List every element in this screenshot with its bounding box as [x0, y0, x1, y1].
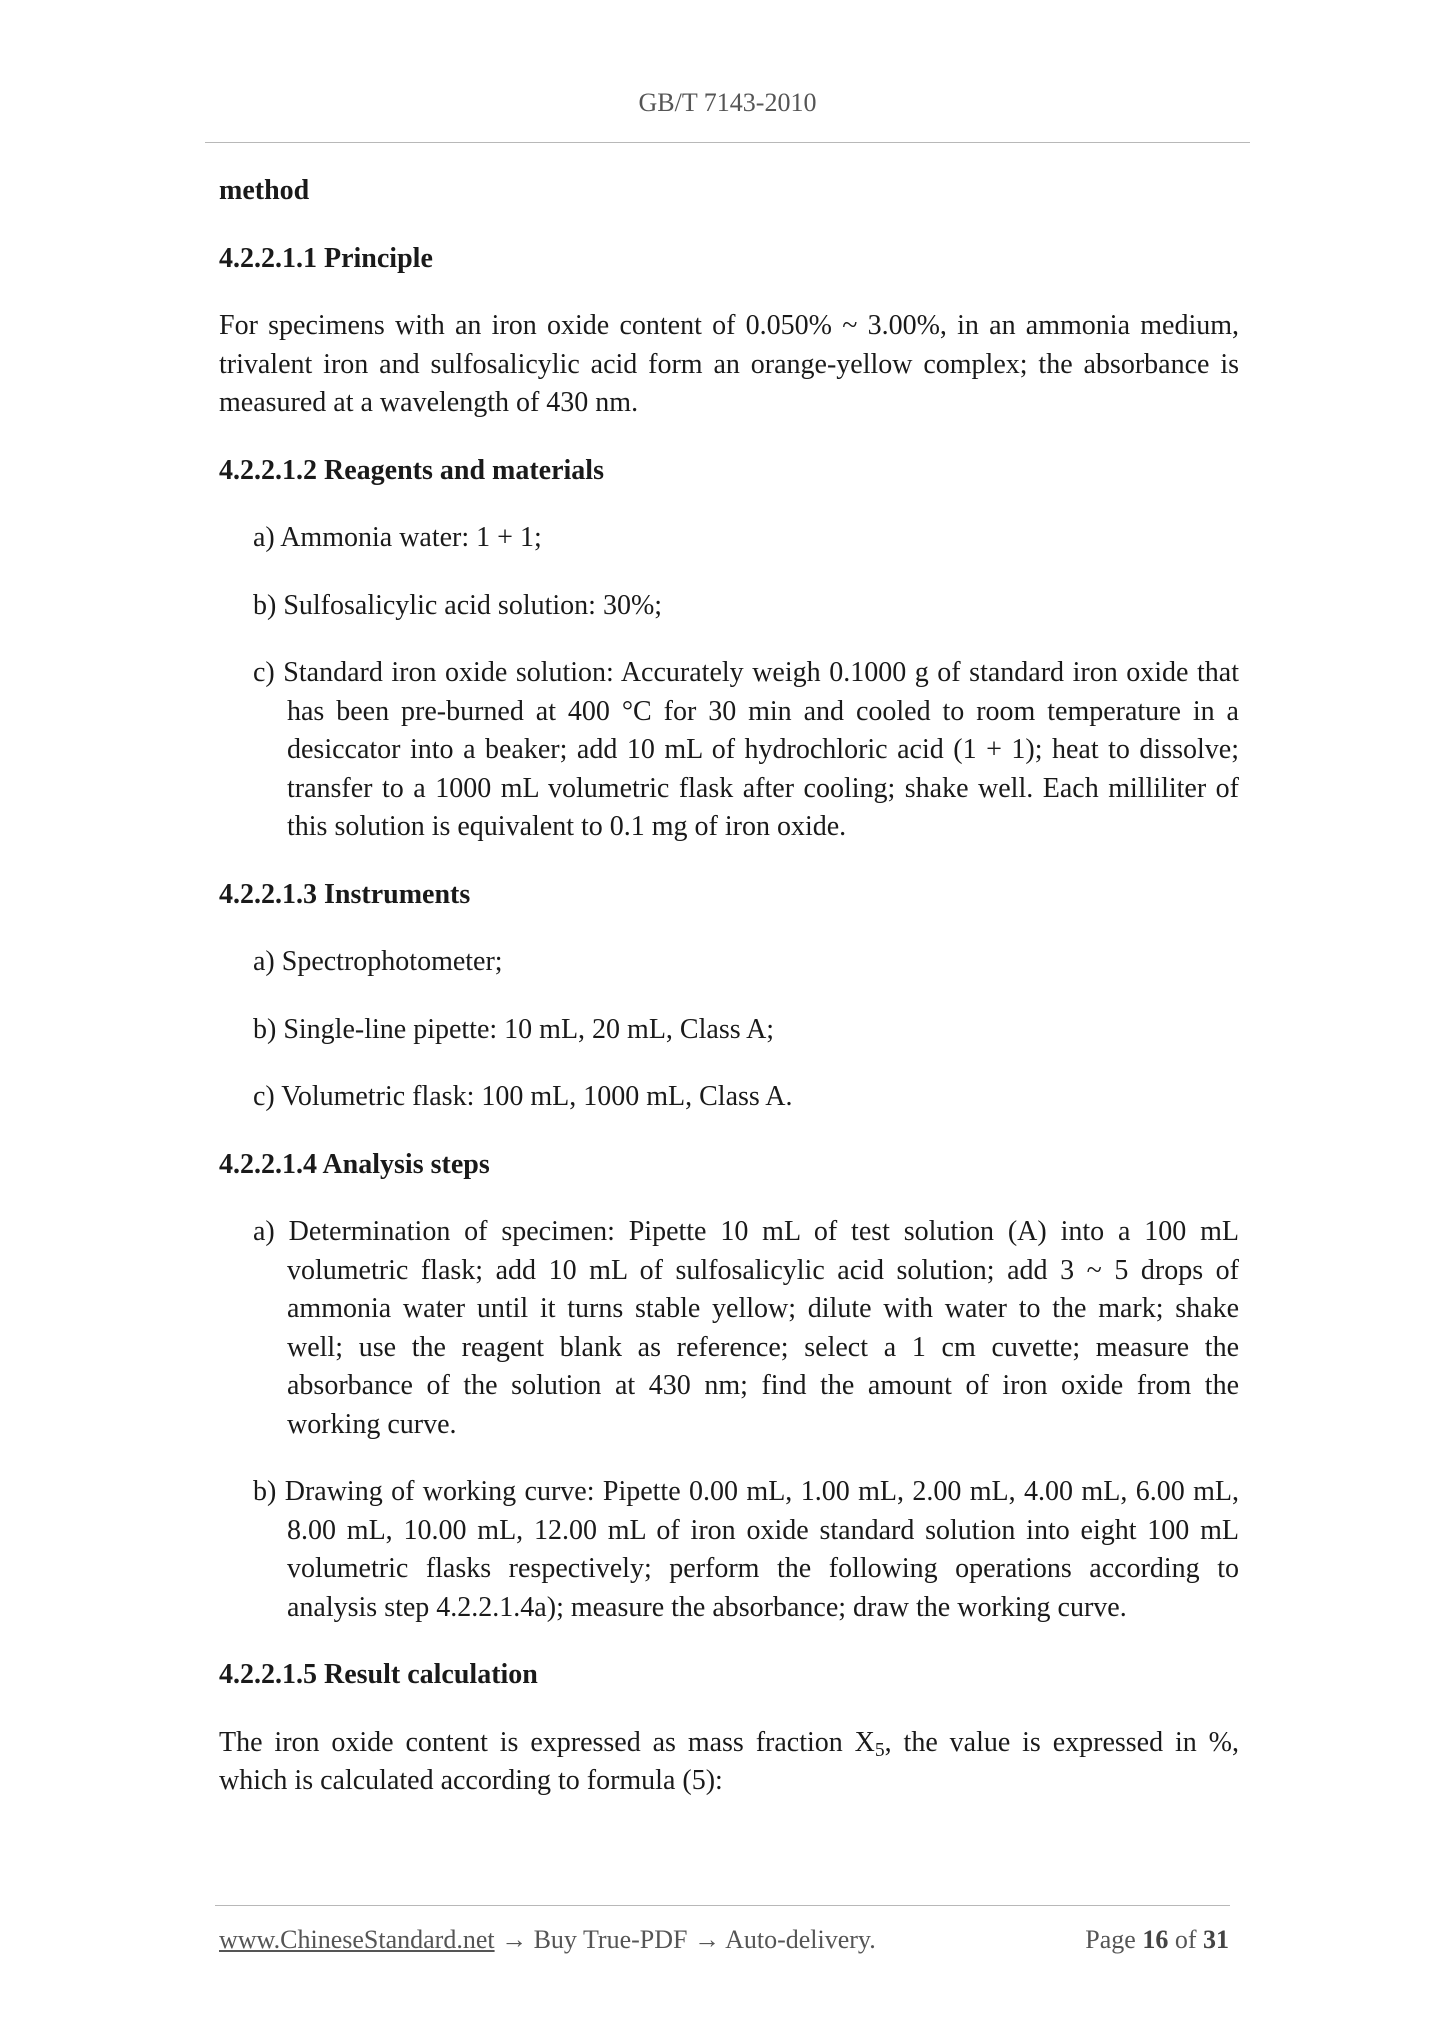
analysis-step-b: b) Drawing of working curve: Pipette 0.00 mL, 1.00 mL, 2.00 mL, 4.00 mL, 6.00 mL, 8.00 mL, 10.00 mL, 12.00 mL of iron oxide standard solution into eight 100 mL volumetric flasks respectively; perform the following operations according to analysis step 4.2.2.1.4a); measure the absorbance; draw the working curve.	[253, 1476, 1239, 1623]
section-result-title: 4.2.2.1.5 Result calculation	[219, 1659, 538, 1690]
section-analysis-title: 4.2.2.1.4 Analysis steps	[219, 1148, 490, 1180]
website-link[interactable]: www.ChineseStandard.net	[219, 1925, 495, 1954]
instrument-item-a: a) Spectrophotometer;	[253, 946, 503, 977]
auto-delivery-text: Auto-delivery.	[725, 1925, 876, 1954]
page-label: Page	[1085, 1925, 1136, 1954]
instrument-item-c: c) Volumetric flask: 100 mL, 1000 mL, Class A.	[253, 1081, 793, 1112]
result-subscript: 5	[874, 1739, 885, 1761]
result-text-start: The iron oxide content is expressed as mass fraction X	[219, 1726, 875, 1758]
method-heading: method	[219, 175, 310, 206]
arrow-right-icon: →	[501, 1925, 528, 1954]
buy-pdf-text: Buy True-PDF	[533, 1925, 688, 1954]
page-number: 16	[1142, 1925, 1169, 1954]
reagent-item-c: c) Standard iron oxide solution: Accurately weigh 0.1000 g of standard iron oxide that has been pre-burned at 400 °C for 30 min and cooled to room temperature in a desiccator into a beaker; add 10 mL of hydrochloric acid (1 + 1); heat to dissolve; transfer to a 1000 mL volumetric flask after cooling; shake well. Each milliliter of this solution is equivalent to 0.1 mg of iron oxide.	[253, 657, 1239, 842]
principle-paragraph: For specimens with an iron oxide content of 0.050% ~ 3.00%, in an ammonia medium, trivalent iron and sulfosalicylic acid form an orange-yellow complex; the absorbance is measured at a wavelength of 430 nm.	[219, 310, 1239, 418]
section-instruments-title: 4.2.2.1.3 Instruments	[219, 878, 471, 910]
analysis-step-a: a) Determination of specimen: Pipette 10 mL of test solution (A) into a 100 mL volumetric flask; add 10 mL of sulfosalicylic acid solution; add 3 ~ 5 drops of ammonia water until it turns stable yellow; dilute with water to the mark; shake well; use the reagent blank as reference; select a 1 cm cuvette; measure the absorbance of the solution at 430 nm; find the amount of iron oxide from the working curve.	[253, 1216, 1239, 1440]
footer-promo	[219, 1925, 876, 1955]
standard-number: GB/T 7143-2010	[638, 88, 817, 117]
reagent-item-a: a) Ammonia water: 1 + 1;	[253, 522, 542, 553]
total-pages: 31	[1203, 1925, 1229, 1954]
result-paragraph	[219, 1724, 1239, 1801]
document-header	[205, 88, 1250, 118]
result-text-end: , the value is expressed in %, which is calculated according to formula (5):	[219, 1726, 1239, 1796]
reagent-item-b: b) Sulfosalicylic acid solution: 30%;	[253, 589, 663, 621]
instrument-item-b: b) Single-line pipette: 10 mL, 20 mL, Class A;	[253, 1013, 775, 1045]
of-label: of	[1174, 1925, 1197, 1954]
page-indicator	[1085, 1925, 1229, 1955]
document-body	[219, 172, 1239, 1830]
section-principle-title: 4.2.2.1.1 Principle	[219, 242, 433, 274]
footer-divider	[215, 1905, 1230, 1906]
section-reagents-title: 4.2.2.1.2 Reagents and materials	[219, 454, 604, 486]
arrow-right-icon: →	[694, 1925, 720, 1954]
header-divider	[205, 142, 1250, 143]
